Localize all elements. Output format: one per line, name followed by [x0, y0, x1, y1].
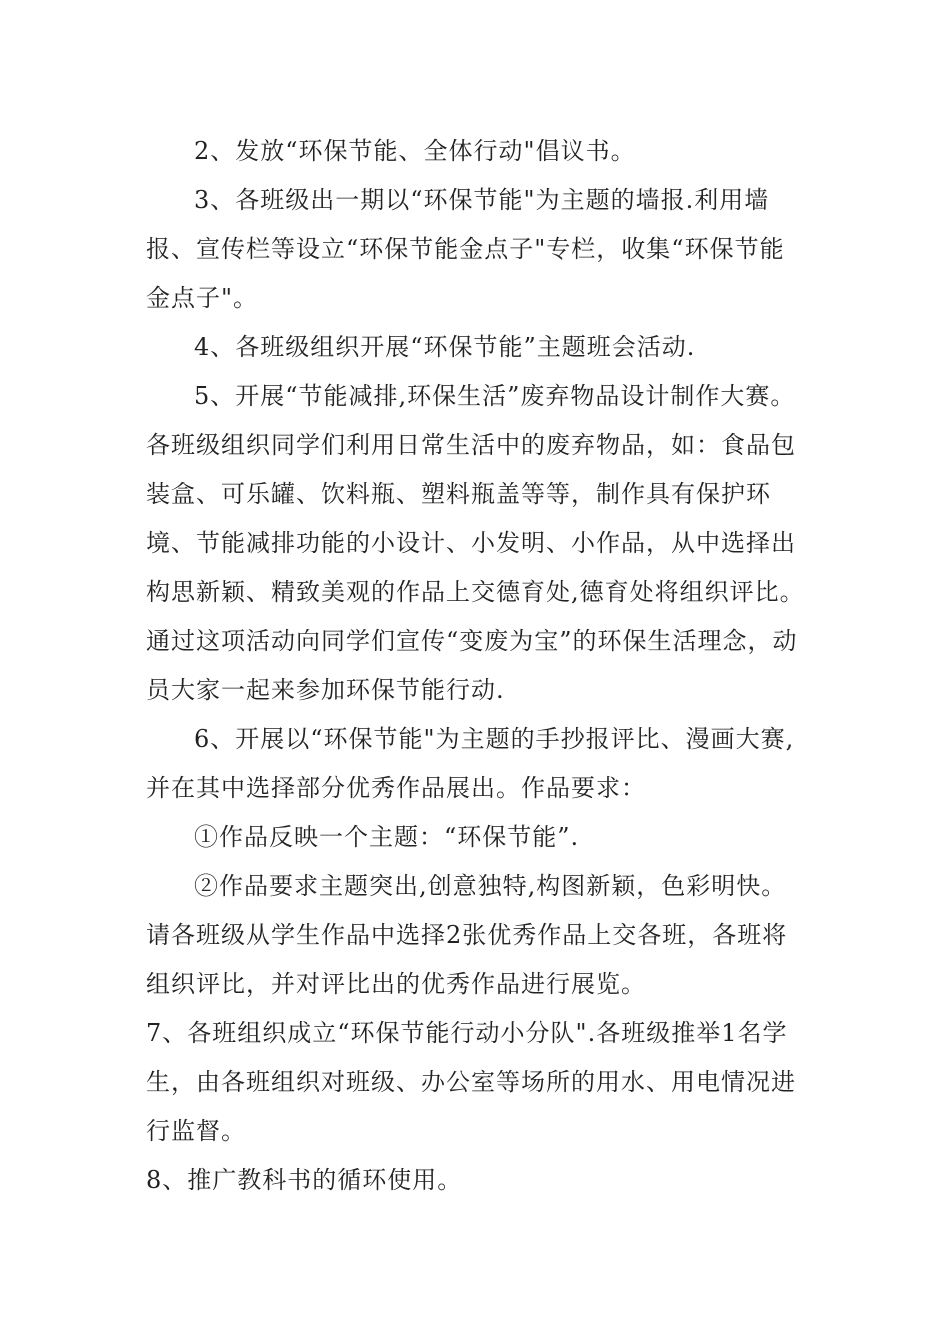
- paragraph-item-7: 7、各班组织成立“环保节能行动小分队".各班级推举1名学生，由各班组织对班级、办公室等场所的用水、用电情况进行监督。: [146, 1019, 796, 1145]
- requirement-item-1: ①作品反映一个主题：“环保节能”.: [194, 823, 580, 851]
- paragraph-item-3: 3、各班级出一期以“环保节能"为主题的墙报.利用墙报、宣传栏等设立“环保节能金点子"专栏，收集“环保节能金点子"。: [146, 186, 785, 312]
- paragraph-item-8: 8、推广教科书的循环使用。: [146, 1166, 463, 1194]
- paragraph-item-2: 2、发放“环保节能、全体行动"倡议书。: [194, 137, 636, 165]
- paragraph-item-5: 5、开展“节能减排,环保生活”废弃物品设计制作大赛。各班级组织同学们利用日常生活中的废弃物品，如：食品包装盒、可乐罐、饮料瓶、塑料瓶盖等等，制作具有保护环境、节能减排功能的小设计、小发明、小作品，从中选择出构思新颖、精致美观的作品上交德育处,德育处将组织评比。通过这项活动向同学们宣传“变废为宝”的环保生活理念，动员大家一起来参加环保节能行动.: [146, 382, 805, 704]
- paragraph-item-6: 6、开展以“环保节能"为主题的手抄报评比、漫画大赛,并在其中选择部分优秀作品展出。作品要求：: [146, 725, 795, 802]
- paragraph-item-4: 4、各班级组织开展“环保节能”主题班会活动.: [194, 333, 696, 361]
- requirement-item-2: ②作品要求主题突出,创意独特,构图新颖，色彩明快。请各班级从学生作品中选择2张优秀作品上交各班，各班将组织评比，并对评比出的优秀作品进行展览。: [146, 872, 788, 998]
- document-body: [146, 127, 806, 1205]
